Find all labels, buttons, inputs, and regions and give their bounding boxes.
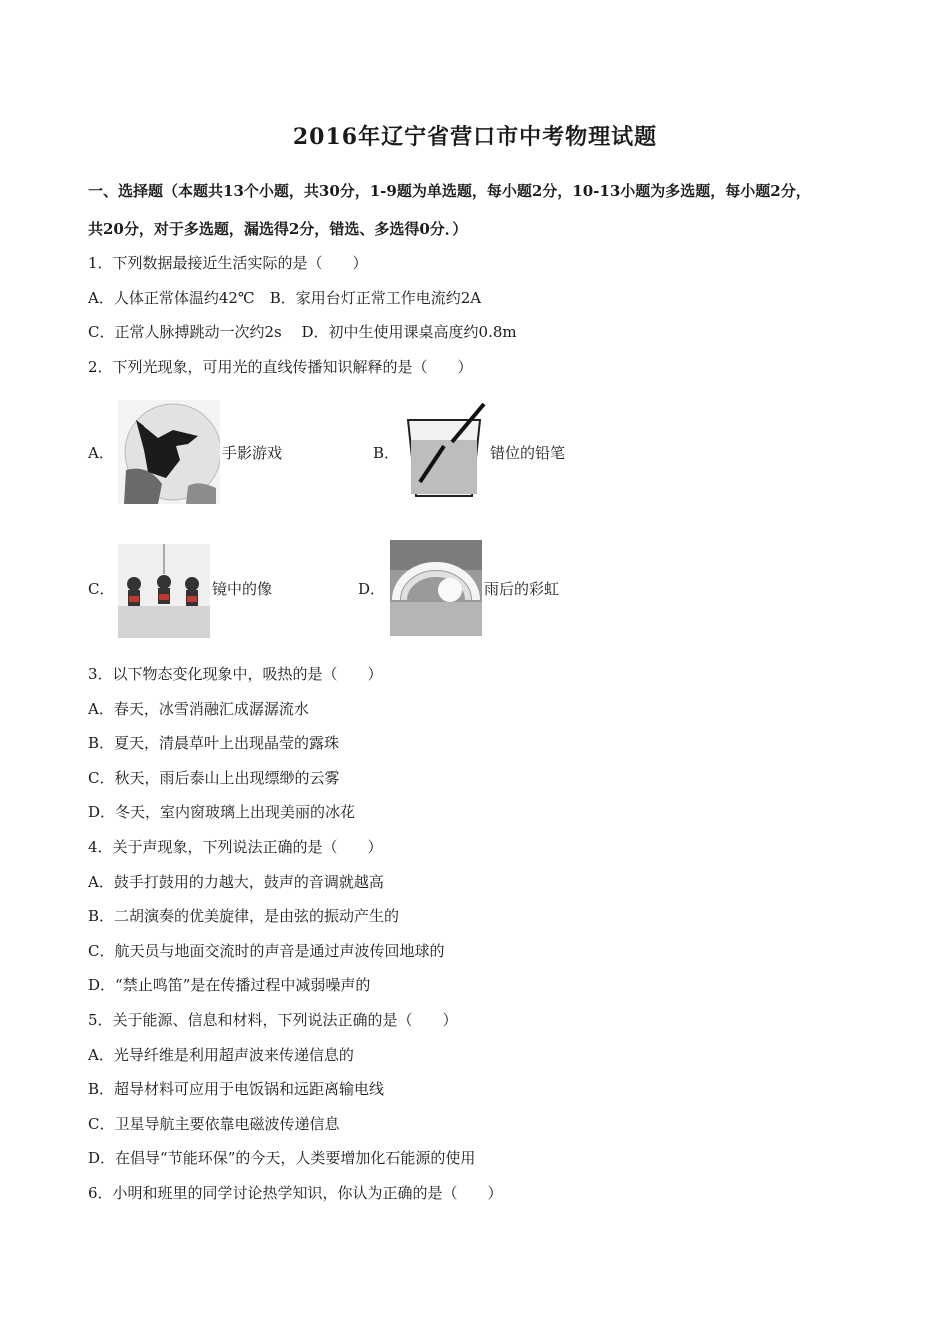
pencil-in-water-image: [400, 400, 488, 500]
question-6-stem: 6．小明和班里的同学讨论热学知识，你认为正确的是（ ）: [88, 1184, 503, 1202]
page-title: 2016年辽宁省营口市中考物理试题: [292, 124, 658, 150]
section-heading-line1: 一、选择题（本题共13个小题，共30分，1-9题为单选题，每小题2分，10-13小题为多选题，每小题2分，: [88, 182, 811, 200]
question-4-option-c: C．航天员与地面交流时的声音是通过声波传回地球的: [88, 942, 445, 960]
question-3-option-a: A．春天，冰雪消融汇成潺潺流水: [88, 700, 309, 718]
question-3-option-b: B．夏天，清晨草叶上出现晶莹的露珠: [88, 734, 340, 752]
question-4-option-b: B．二胡演奏的优美旋律，是由弦的振动产生的: [88, 907, 400, 925]
mirror-image: [118, 544, 210, 638]
question-4-stem: 4．关于声现象，下列说法正确的是（ ）: [88, 838, 383, 856]
question-1-options-cd: C．正常人脉搏跳动一次约2s D．初中生使用课桌高度约0.8m: [88, 323, 517, 341]
question-3-option-d: D．冬天，室内窗玻璃上出现美丽的冰花: [88, 803, 356, 821]
question-5-stem: 5．关于能源、信息和材料，下列说法正确的是（ ）: [88, 1011, 458, 1029]
question-5-option-b: B．超导材料可应用于电饭锅和远距离输电线: [88, 1080, 385, 1098]
section-heading-line2: 共20分，对于多选题，漏选得2分，错选、多选得0分．）: [88, 220, 468, 238]
option-letter-a: A．: [88, 444, 114, 462]
option-letter-c: C．: [88, 580, 115, 598]
question-1-options-ab: A．人体正常体温约42℃ B．家用台灯正常工作电流约2A: [88, 289, 482, 307]
question-4-option-a: A．鼓手打鼓用的力越大，鼓声的音调就越高: [88, 873, 384, 891]
option-caption-b: 错位的铅笔: [490, 444, 566, 462]
question-5-option-c: C．卫星导航主要依靠电磁波传递信息: [88, 1115, 340, 1133]
question-1-stem: 1．下列数据最接近生活实际的是（ ）: [88, 254, 368, 272]
option-letter-d: D．: [358, 580, 386, 598]
option-caption-a: 手影游戏: [222, 444, 283, 462]
option-caption-d: 雨后的彩虹: [484, 580, 560, 598]
question-3-option-c: C．秋天，雨后泰山上出现缥缈的云雾: [88, 769, 340, 787]
question-5-option-a: A．光导纤维是利用超声波来传递信息的: [88, 1046, 354, 1064]
question-4-option-d: D．“禁止鸣笛”是在传播过程中减弱噪声的: [88, 976, 371, 994]
option-letter-b: B．: [373, 444, 400, 462]
question-3-stem: 3．以下物态变化现象中，吸热的是（ ）: [88, 665, 383, 683]
hand-shadow-image: [118, 400, 220, 504]
rainbow-image: [390, 540, 482, 636]
question-5-option-d: D．在倡导“节能环保”的今天，人类要增加化石能源的使用: [88, 1149, 476, 1167]
question-2-stem: 2．下列光现象，可用光的直线传播知识解释的是（ ）: [88, 358, 473, 376]
option-caption-c: 镜中的像: [212, 580, 273, 598]
